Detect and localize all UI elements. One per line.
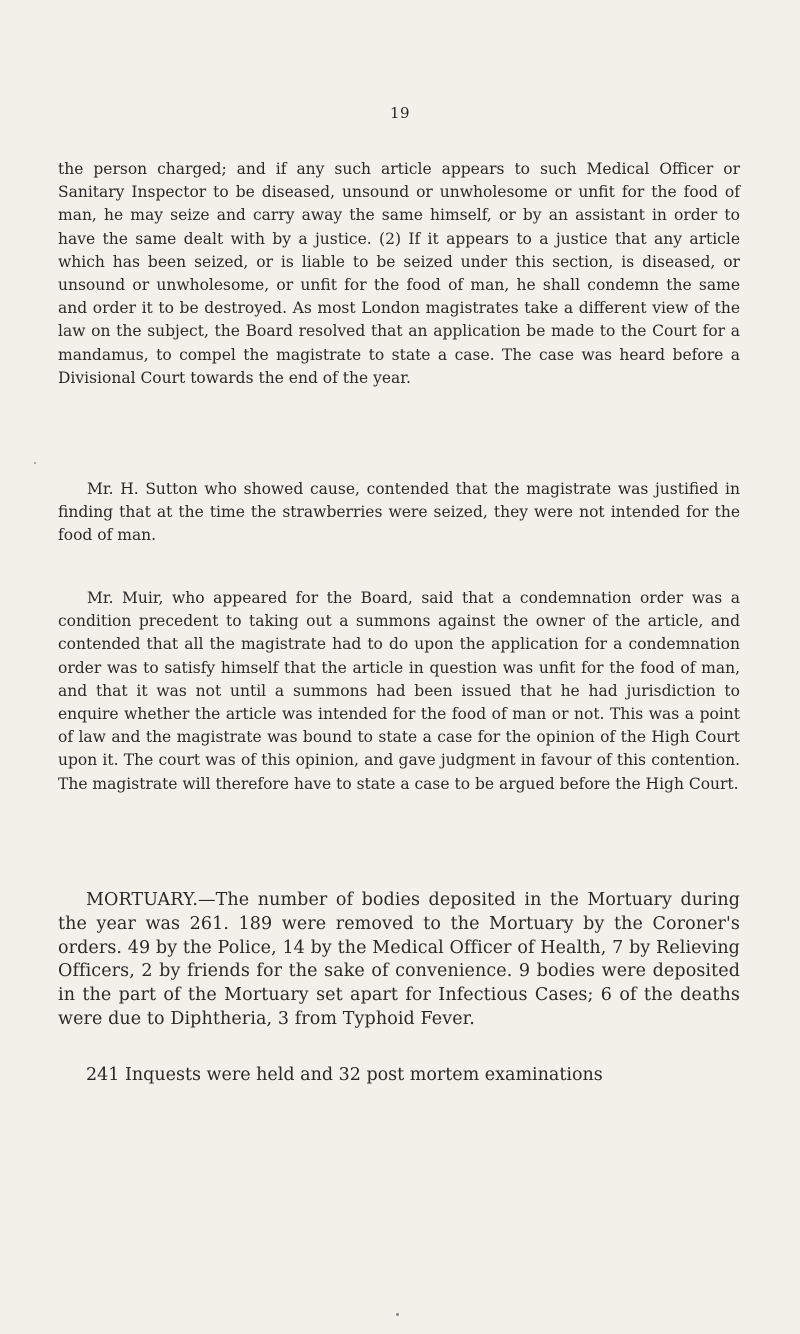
margin-mark <box>34 462 36 464</box>
bottom-mark <box>396 1313 399 1316</box>
paragraph-mortuary: MORTUARY.—The number of bodies deposited in the Mortuary during the year was 261. 189 were removed to the Mortuary by the Coroner's orders. 49 by the Police, 14 by the Medical Officer of Health, 7 by Relieving Officers, 2 by friends for the sake of convenience. 9 bodies were deposited in the part of the Mortuary set apart for Infectious Cases; 6 of the deaths were due to Diphtheria, 3 from Typhoid Fever. <box>58 890 740 1029</box>
paragraph-inquests: 241 Inquests were held and 32 post mortem examinations <box>86 1065 603 1085</box>
paragraph-sutton-argument: Mr. H. Sutton who showed cause, contended that the magistrate was justified in finding that at the time the strawberries were seized, they were not intended for the food of man. <box>58 480 740 545</box>
paragraph-muir-argument: Mr. Muir, who appeared for the Board, said that a condemnation order was a condition precedent to taking out a summons against the owner of the article, and contended that all the magistrate had to do upon the application for a condemnation order was to satisfy himself that the article in question was unfit for the food of man, and that it was not until a summons had been issued that he had jurisdiction to enquire whether the article was intended for the food of man or not. This was a point of law and the magistrate was bound to state a case for the opinion of the High Court upon it. The court was of this opinion, and gave judgment in favour of this contention. The magistrate will therefore have to state a case to be argued before the High Court. <box>58 589 740 793</box>
page-number: 19 <box>389 104 411 122</box>
paragraph-food-seizure-law: the person charged; and if any such article appears to such Medical Officer or Sanitary Inspector to be diseased, unsound or unwholesome or unfit for the food of man, he may seize and carry away the same himself, or by an assistant in order to have the same dealt with by a justice. (2) If it appears to a justice that any article which has been seized, or is liable to be seized under this section, is diseased, or unsound or unwholesome, or unfit for the food of man, he shall condemn the same and order it to be destroyed. As most London magistrates take a different view of the law on the subject, the Board resolved that an application be made to the Court for a mandamus, to compel the magistrate to state a case. The case was heard before a Divisional Court towards the end of the year. <box>58 160 740 387</box>
